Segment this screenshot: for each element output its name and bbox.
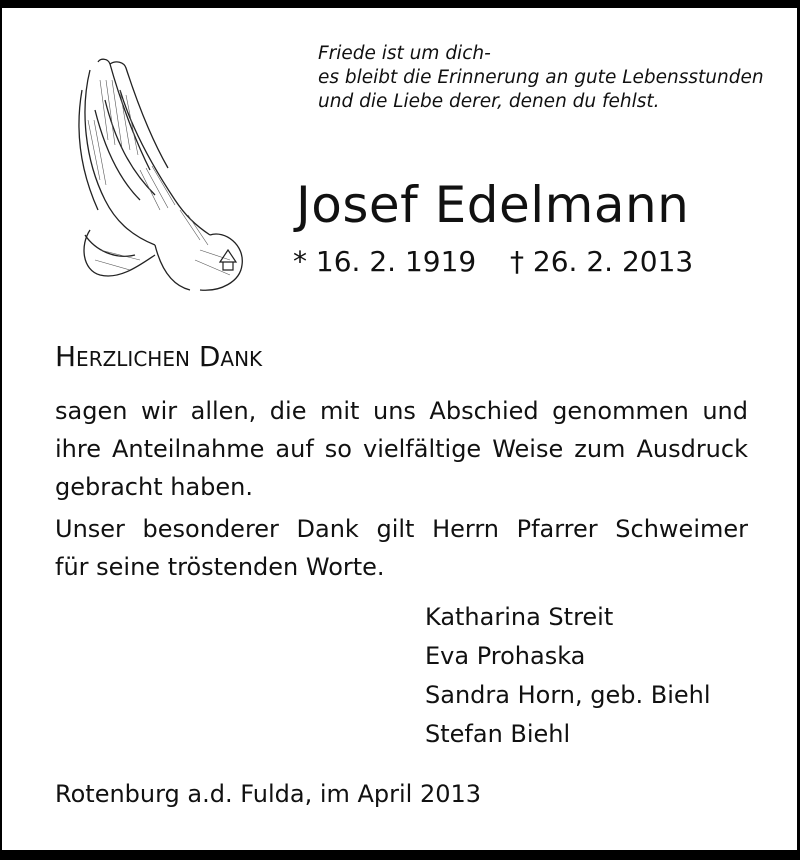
paragraph-line: Unser besonderer Dank gilt Herrn Pfarrer Schweimer	[55, 515, 748, 543]
deceased-name: Josef Edelmann	[296, 176, 690, 234]
signer-name: Katharina Streit	[425, 603, 614, 631]
poem-line: es bleibt die Erinnerung an gute Lebensstunden	[318, 67, 764, 88]
signers-list	[425, 598, 711, 754]
signer-name: Sandra Horn, geb. Biehl	[425, 681, 711, 709]
thanks-paragraph	[55, 392, 748, 506]
poem-line: Friede ist um dich-	[318, 43, 491, 64]
praying-hands-icon	[60, 50, 250, 300]
birth-date: * 16. 2. 1919	[293, 245, 477, 278]
poem-line: und die Liebe derer, denen du fehlst.	[318, 91, 660, 112]
signer-name: Stefan Biehl	[425, 720, 571, 748]
signer-name: Eva Prohaska	[425, 642, 586, 670]
paragraph-line: für seine tröstenden Worte.	[55, 553, 385, 581]
place-and-date: Rotenburg a.d. Fulda, im April 2013	[55, 780, 482, 808]
paragraph-line: ihre Anteilnahme auf so vielfältige Weise zum Ausdruck	[55, 435, 748, 463]
memorial-poem	[318, 42, 778, 114]
paragraph-line: sagen wir allen, die mit uns Abschied genommen und	[55, 397, 748, 425]
paragraph-line: gebracht haben.	[55, 473, 254, 501]
death-date: † 26. 2. 2013	[510, 245, 694, 278]
special-thanks-paragraph	[55, 510, 748, 586]
thanks-heading: Herzlichen Dank	[55, 340, 263, 373]
